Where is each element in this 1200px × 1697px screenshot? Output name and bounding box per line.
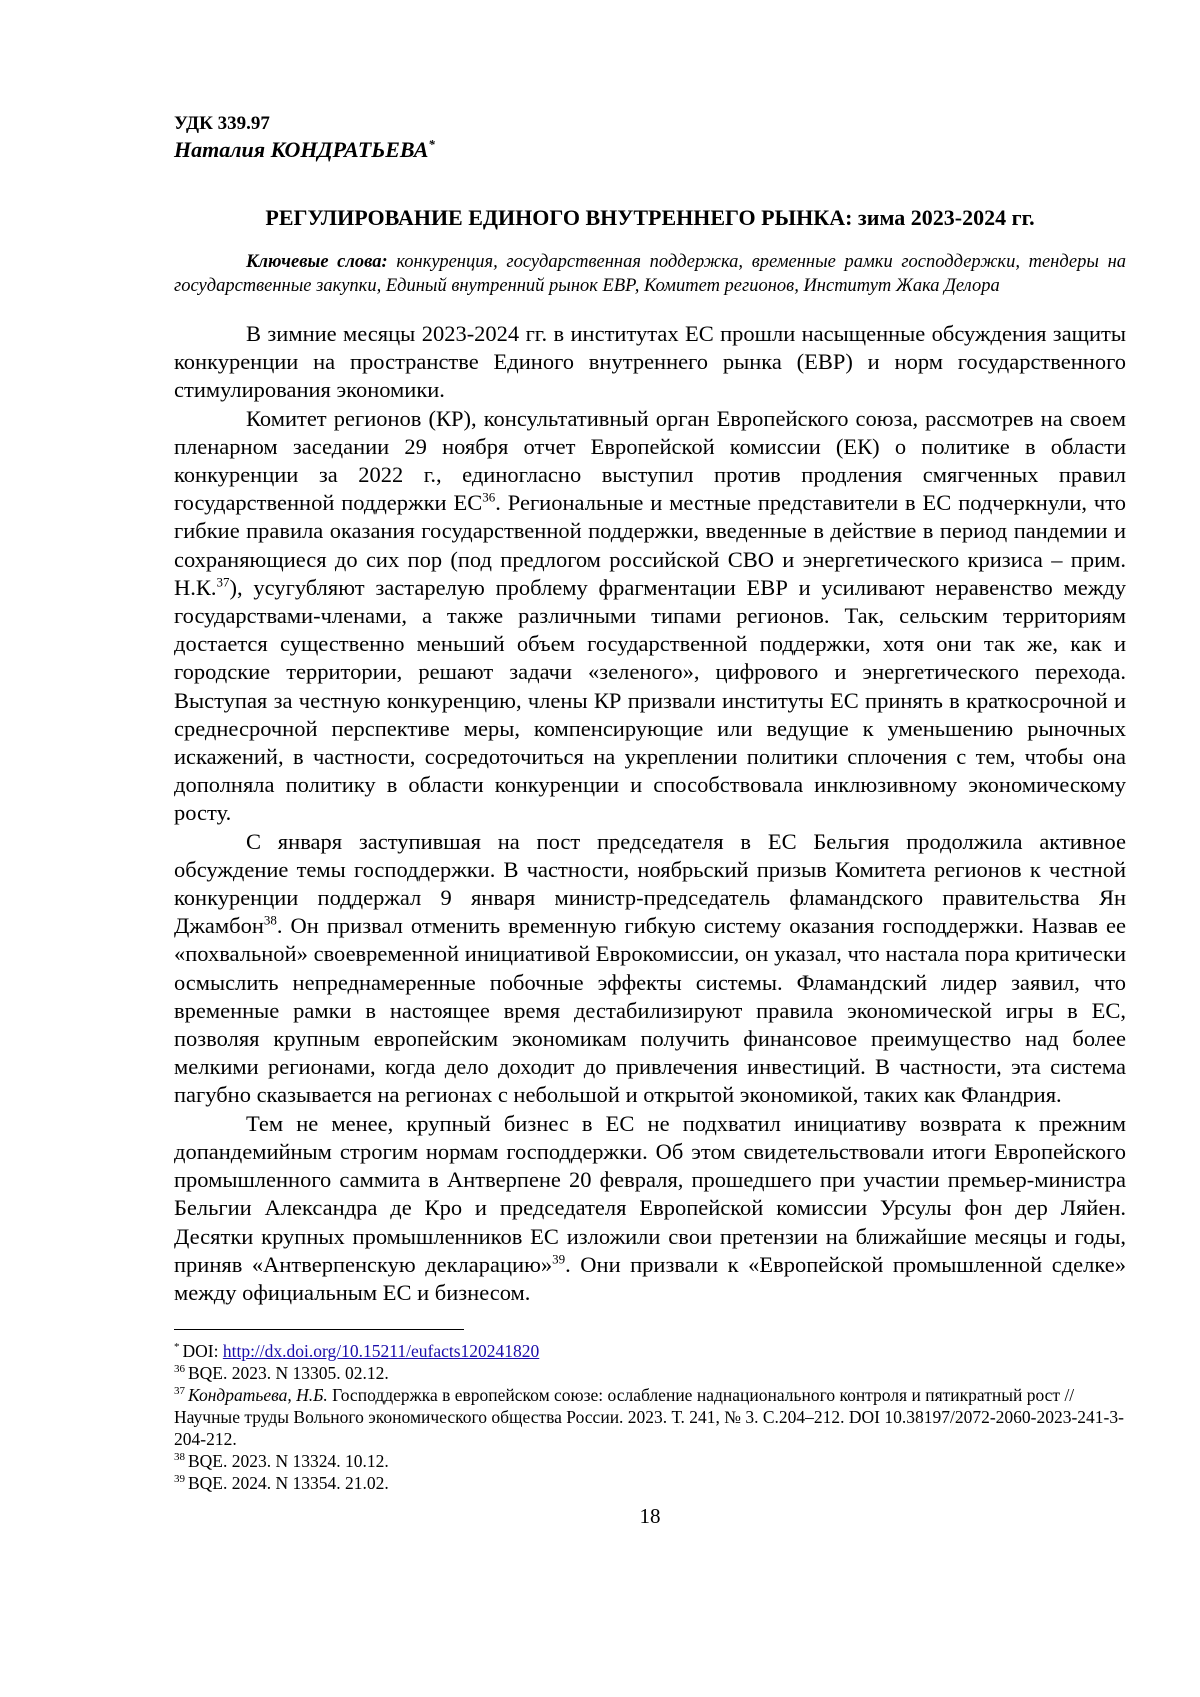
page-number: 18 bbox=[639, 1504, 661, 1529]
footnote-mark-36: 36 bbox=[174, 1363, 185, 1376]
footnote-38-text: BQE. 2023. N 13324. 10.12. bbox=[188, 1451, 389, 1472]
doi-link[interactable]: http://dx.doi.org/10.15211/eufacts120241820 bbox=[222, 1341, 540, 1362]
paragraph-2-part-c: ), усугубляют застарелую проблему фрагментации ЕВР и усиливают неравенство между государствами-членами, а также различными типами регионов. Так, сельским территориям достается существенно меньший объем государственной поддержки, хотя они так же, как и городские территории, решают задачи «зеленого», цифрового и энергетического перехода. Выступая за честную конкуренцию, члены КР призвали институты ЕС принять в краткосрочной и среднесрочной перспективе меры, компенсирующие или ведущие к уменьшению рыночных искажений, в частности, сосредоточиться на укреплении политики сплочения с тем, чтобы она дополняла политику в области конкуренции и способствовала инклюзивному экономическому росту. bbox=[174, 574, 1126, 826]
udk-code: УДК 339.97 bbox=[174, 113, 270, 134]
footnote-36-text: BQE. 2023. N 13305. 02.12. bbox=[188, 1363, 389, 1384]
footnote-39-text: BQE. 2024. N 13354. 21.02. bbox=[188, 1473, 389, 1494]
paragraph-2-part-a: Комитет регионов (КР), консультативный орган Европейского союза, рассмотрев на своем пленарном заседании 29 ноября отчет Европейской комиссии (ЕК) о политике в области конкуренции за 2022 г., единогласно выступил против продления смягченных правил государственной поддержки ЕС bbox=[174, 405, 1126, 516]
footnote-mark-38: 38 bbox=[174, 1451, 185, 1464]
paragraph-3-part-b: . Он призвал отменить временную гибкую систему оказания господдержки. Назвав ее «похвальной» своевременной инициативой Еврокомиссии, он указал, что настала пора критически осмыслить непреднамеренные побочные эффекты системы. Фламандский лидер заявил, что временные рамки в настоящее время дестабилизируют правила экономической игры в ЕС, позволяя крупным европейским экономикам получить финансовое преимущество над более мелкими регионами, когда дело доходит до привлечения инвестиций. В частности, эта система пагубно сказывается на регионах с небольшой и открытой экономикой, таких как Фландрия. bbox=[174, 913, 1126, 1108]
footnote-37-text: Господдержка в европейском союзе: ослабление наднационального контроля и пятикратный рост // Научные труды Вольного экономического общества России. 2023. Т. 241, № 3. С.204–212. DOI 10.38197/2072-2060-2023-241-3-204-212. bbox=[174, 1385, 1124, 1450]
paragraph-3-part-a: С января заступившая на пост председателя в ЕС Бельгия продолжила активное обсуждение темы господдержки. В частности, ноябрьский призыв Комитета регионов к честной конкуренции поддержал 9 января министр-председатель фламандского правительства Ян Джамбон bbox=[174, 828, 1126, 939]
footnote-37 bbox=[174, 1384, 1126, 1450]
footnote-38 bbox=[174, 1450, 1126, 1472]
keywords-label: Ключевые слова: bbox=[246, 252, 388, 272]
footnote-ref-36[interactable]: 36 bbox=[482, 489, 496, 505]
footnote-ref-39[interactable]: 39 bbox=[552, 1251, 566, 1267]
paragraph-4-part-b: . Они призвали к «Европейской промышленной сделке» между официальным ЕС и бизнесом. bbox=[174, 1251, 1126, 1305]
paragraph-2-part-b: . Региональные и местные представители в ЕС подчеркнули, что гибкие правила оказания государственной поддержки, введенные в действие в период пандемии и сохраняющиеся до сих пор (под предлогом российской СВО и энергетического кризиса – прим. Н.К. bbox=[174, 490, 1126, 600]
doi-label: DOI: bbox=[182, 1341, 223, 1362]
footnote-mark-star: * bbox=[174, 1341, 180, 1354]
footnote-doi bbox=[174, 1340, 1126, 1362]
author-name bbox=[174, 136, 1126, 164]
paragraph-1: В зимние месяцы 2023-2024 гг. в институтах ЕС прошли насыщенные обсуждения защиты конкуренции на пространстве Единого внутреннего рынка (ЕВР) и норм государственного стимулирования экономики. bbox=[174, 321, 1126, 403]
footnote-mark-37: 37 bbox=[174, 1385, 185, 1398]
paragraph-2 bbox=[174, 405, 1126, 828]
footnote-mark-39: 39 bbox=[174, 1473, 185, 1486]
paragraph-3 bbox=[174, 828, 1126, 1110]
paragraph-4 bbox=[174, 1110, 1126, 1307]
keywords bbox=[174, 250, 1126, 298]
author-text: Наталия КОНДРАТЬЕВА bbox=[174, 137, 429, 162]
keywords-text: конкуренция, государственная поддержка, временные рамки господдержки, тендеры на государственные закупки, Единый внутренний рынок ЕВР, Комитет регионов, Институт Жака Делора bbox=[174, 252, 1126, 296]
author-footnote-mark: * bbox=[428, 136, 435, 152]
footnote-divider bbox=[174, 1329, 464, 1330]
document-page bbox=[174, 112, 1126, 1529]
article-body bbox=[174, 320, 1126, 1307]
footnote-ref-38[interactable]: 38 bbox=[263, 912, 277, 928]
footnote-39 bbox=[174, 1472, 1126, 1494]
footnotes bbox=[174, 1340, 1126, 1494]
paragraph-4-part-a: Тем не менее, крупный бизнес в ЕС не подхватил инициативу возврата к прежним допандемийным строгим нормам господдержки. Об этом свидетельствовали итоги Европейского промышленного саммита в Антверпене 20 февраля, прошедшего при участии премьер-министра Бельгии Александра де Кро и председателя Европейской комиссии Урсулы фон дер Ляйен. Десятки крупных промышленников ЕС изложили свои претензии на ближайшие месяцы и годы, приняв «Антверпенскую декларацию» bbox=[174, 1110, 1126, 1277]
footnote-37-author: Кондратьева, Н.Б. bbox=[188, 1385, 328, 1406]
article-title: РЕГУЛИРОВАНИЕ ЕДИНОГО ВНУТРЕННЕГО РЫНКА: зима 2023-2024 гг. bbox=[265, 205, 1035, 230]
footnote-36 bbox=[174, 1362, 1126, 1384]
footnote-ref-37[interactable]: 37 bbox=[216, 574, 230, 590]
